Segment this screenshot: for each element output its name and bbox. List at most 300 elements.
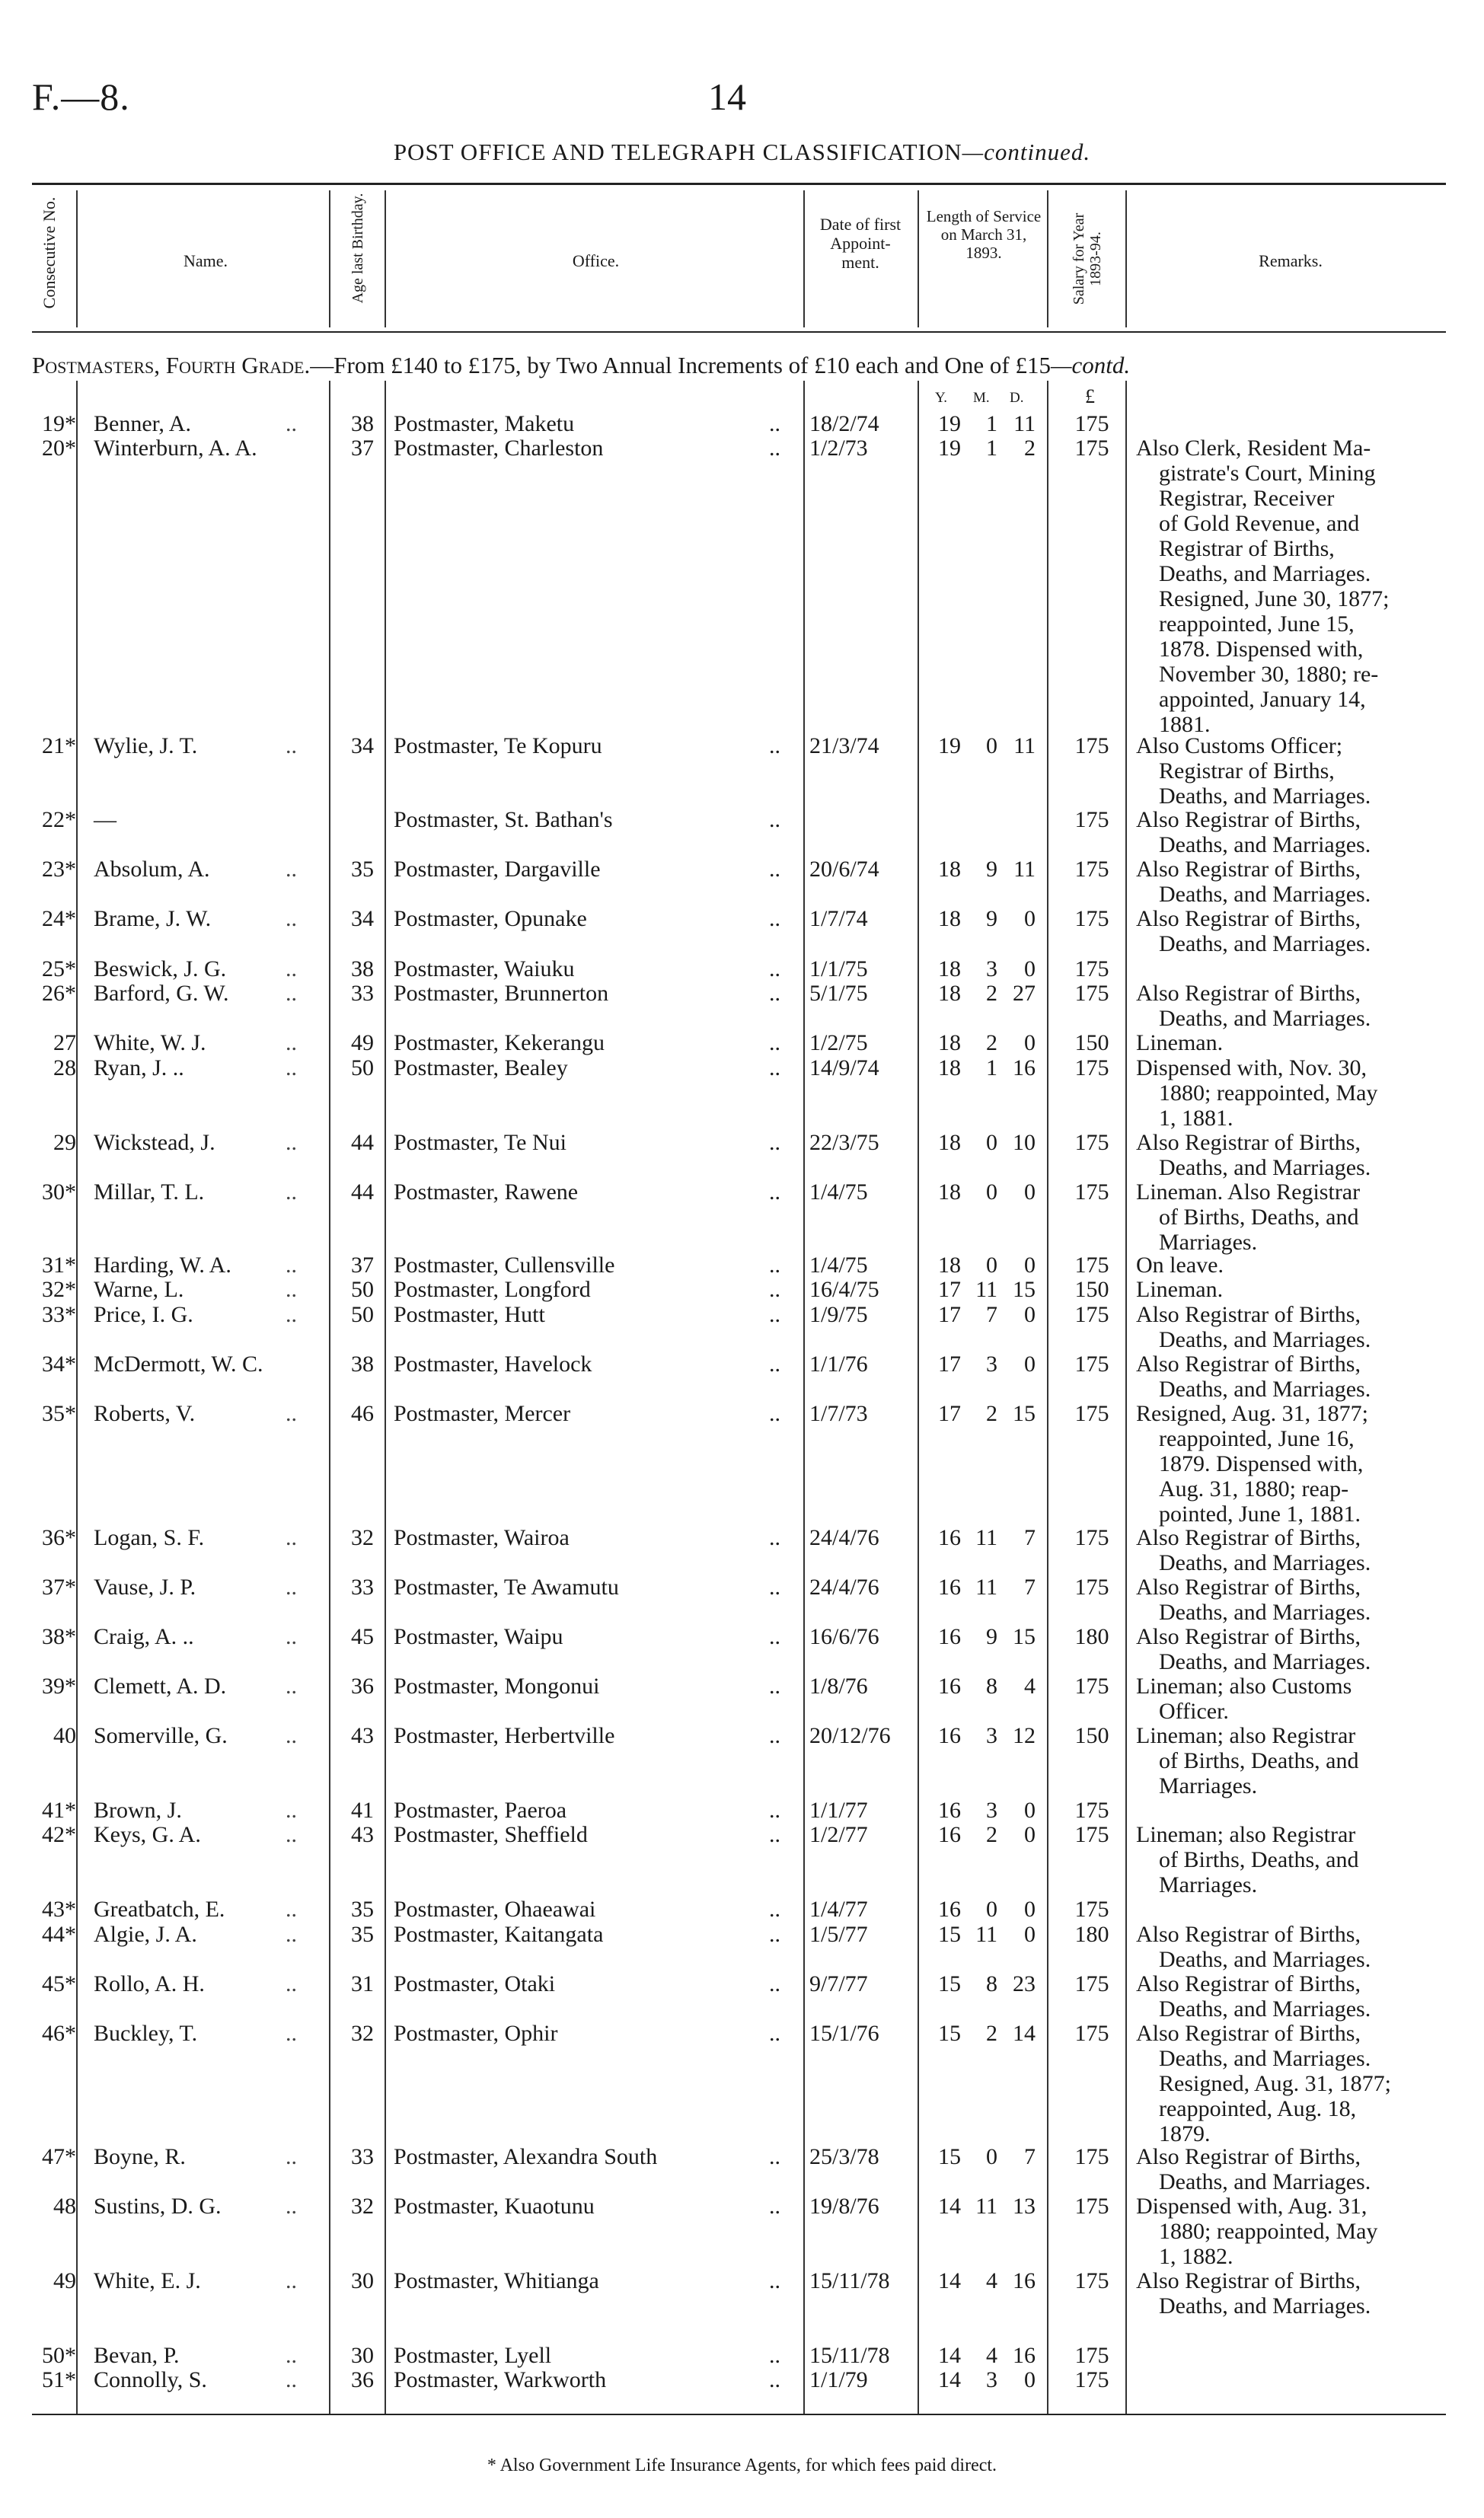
- remark-line: reappointed, June 16,: [1159, 1426, 1355, 1451]
- row-office: Postmaster, Ophir: [394, 2021, 558, 2046]
- leader-dots: ..: [769, 1525, 780, 1550]
- row-service-years: 16: [938, 1525, 961, 1550]
- row-service-days: 0: [1024, 1922, 1036, 1947]
- row-age: 38: [351, 1352, 374, 1377]
- row-name: Somerville, G.: [94, 1723, 228, 1748]
- row-appointment-date: 1/5/77: [809, 1922, 868, 1947]
- row-service-months: 2: [986, 1822, 997, 1847]
- row-office: Postmaster, Brunnerton: [394, 981, 609, 1006]
- row-service-years: 15: [938, 1922, 961, 1947]
- leader-dots: ..: [769, 1575, 780, 1600]
- remark-line: Lineman. Also Registrar: [1136, 1179, 1361, 1205]
- remark-line: Also Customs Officer;: [1136, 733, 1343, 758]
- row-service-days: 27: [1013, 981, 1036, 1006]
- row-service-months: 9: [986, 857, 997, 882]
- row-service-years: 15: [938, 2021, 961, 2046]
- row-remarks: [1136, 2144, 1441, 2194]
- row-appointment-date: 24/4/76: [809, 1575, 879, 1600]
- row-salary: 175: [1074, 2021, 1109, 2046]
- row-number: 31*: [42, 1253, 76, 1278]
- row-service-days: 0: [1024, 956, 1036, 981]
- unit-years: Y.: [935, 390, 948, 406]
- col-header-service: Length of Service on March 31, 1893.: [926, 207, 1042, 262]
- remark-line: Resigned, Aug. 31, 1877;: [1136, 1401, 1368, 1426]
- row-salary: 175: [1074, 2194, 1109, 2219]
- body-column-divider: [803, 381, 805, 2414]
- row-service-years: 17: [938, 1401, 961, 1426]
- row-remarks: [1136, 1822, 1441, 1897]
- row-service-days: 23: [1013, 1971, 1036, 1996]
- row-number: 44*: [42, 1922, 76, 1947]
- remark-line: of Births, Deaths, and: [1159, 1748, 1359, 1773]
- remark-line: Also Registrar of Births,: [1136, 2268, 1361, 2293]
- row-service-months: 2: [986, 1030, 997, 1055]
- row-number: 40: [53, 1723, 76, 1748]
- row-office: Postmaster, Herbertville: [394, 1723, 615, 1748]
- row-service-days: 11: [1013, 733, 1036, 758]
- row-appointment-date: 15/1/76: [809, 2021, 879, 2046]
- row-salary: 175: [1074, 1674, 1109, 1699]
- remark-line: Marriages.: [1159, 1773, 1258, 1798]
- leader-dots: ..: [769, 906, 780, 931]
- remark-line: Also Registrar of Births,: [1136, 1352, 1361, 1377]
- row-office: Postmaster, Dargaville: [394, 857, 601, 882]
- row-name: Keys, G. A.: [94, 1822, 201, 1847]
- row-office: Postmaster, Te Kopuru: [394, 733, 602, 758]
- remark-line: Deaths, and Marriages.: [1159, 2169, 1371, 2194]
- row-name: Wylie, J. T.: [94, 733, 198, 758]
- row-appointment-date: 1/7/73: [809, 1401, 868, 1426]
- remark-line: gistrate's Court, Mining: [1159, 461, 1376, 486]
- row-number: 33*: [42, 1302, 76, 1327]
- row-appointment-date: 19/8/76: [809, 2194, 879, 2219]
- row-service-days: 7: [1024, 1525, 1036, 1550]
- row-service-years: 17: [938, 1352, 961, 1377]
- row-remarks: [1136, 1525, 1441, 1575]
- row-office: Postmaster, Bealey: [394, 1055, 568, 1080]
- leader-dots: ..: [769, 2268, 780, 2293]
- row-name: Harding, W. A.: [94, 1253, 231, 1278]
- row-remarks: [1136, 1922, 1441, 1972]
- column-divider: [803, 190, 805, 327]
- remark-line: Lineman; also Customs: [1136, 1674, 1352, 1699]
- row-office: Postmaster, Ohaeawai: [394, 1897, 596, 1922]
- row-appointment-date: 1/8/76: [809, 1674, 868, 1699]
- row-salary: 175: [1074, 2343, 1109, 2368]
- row-service-years: 18: [938, 906, 961, 931]
- page-title: [0, 139, 1484, 166]
- row-number: 19*: [42, 411, 76, 436]
- section-heading: [32, 352, 1448, 379]
- row-name: Winterburn, A. A.: [94, 436, 257, 461]
- row-name: Craig, A. ..: [94, 1624, 194, 1649]
- row-service-days: 0: [1024, 1030, 1036, 1055]
- footnote: * Also Government Life Insurance Agents, for which fees paid direct.: [487, 2456, 997, 2475]
- row-age: 44: [351, 1130, 374, 1155]
- row-number: 30*: [42, 1179, 76, 1205]
- row-age: 33: [351, 981, 374, 1006]
- body-column-divider: [1125, 381, 1127, 2414]
- row-name: Buckley, T.: [94, 2021, 198, 2046]
- row-appointment-date: 1/1/77: [809, 1798, 868, 1823]
- remark-line: Officer.: [1159, 1699, 1229, 1724]
- row-service-months: 0: [986, 1897, 997, 1922]
- leader-dots: ..: [286, 2144, 297, 2169]
- leader-dots: ..: [286, 981, 297, 1006]
- row-remarks: [1136, 1130, 1441, 1180]
- leader-dots: ..: [769, 436, 780, 461]
- row-appointment-date: 1/4/77: [809, 1897, 868, 1922]
- row-age: 30: [351, 2268, 374, 2293]
- leader-dots: ..: [286, 1822, 297, 1847]
- row-number: 49: [53, 2268, 76, 2293]
- row-remarks: [1136, 1674, 1441, 1724]
- leader-dots: ..: [286, 1302, 297, 1327]
- remark-line: Deaths, and Marriages.: [1159, 882, 1371, 907]
- row-number: 48: [53, 2194, 76, 2219]
- row-age: 32: [351, 2021, 374, 2046]
- leader-dots: ..: [286, 1897, 297, 1922]
- row-number: 38*: [42, 1624, 76, 1649]
- row-salary: 175: [1074, 1179, 1109, 1205]
- title-main: POST OFFICE AND TELEGRAPH CLASSIFICATION: [393, 139, 962, 165]
- row-name: Algie, J. A.: [94, 1922, 197, 1947]
- leader-dots: ..: [286, 1624, 297, 1649]
- row-salary: 175: [1074, 1897, 1109, 1922]
- remark-line: Resigned, Aug. 31, 1877;: [1159, 2071, 1391, 2096]
- row-service-days: 0: [1024, 1253, 1036, 1278]
- row-number: 20*: [42, 436, 76, 461]
- remark-line: Lineman; also Registrar: [1136, 1723, 1356, 1748]
- row-appointment-date: 16/4/75: [809, 1277, 879, 1302]
- leader-dots: ..: [769, 1179, 780, 1205]
- row-age: 41: [351, 1798, 374, 1823]
- remark-line: Marriages.: [1159, 1872, 1258, 1897]
- row-service-months: 3: [986, 1352, 997, 1377]
- col-header-consecutive: Consecutive No.: [40, 196, 59, 309]
- leader-dots: ..: [769, 1253, 780, 1278]
- row-office: Postmaster, Rawene: [394, 1179, 579, 1205]
- row-service-months: 11: [975, 1575, 997, 1600]
- row-service-years: 16: [938, 1674, 961, 1699]
- body-column-divider: [329, 381, 330, 2414]
- remark-line: 1, 1882.: [1159, 2244, 1233, 2269]
- row-salary: 175: [1074, 1971, 1109, 1996]
- row-name: Brame, J. W.: [94, 906, 212, 931]
- row-service-months: 3: [986, 1723, 997, 1748]
- remark-line: Deaths, and Marriages.: [1159, 1327, 1371, 1352]
- remark-line: reappointed, Aug. 18,: [1159, 2096, 1357, 2121]
- column-divider: [385, 190, 386, 327]
- row-service-years: 18: [938, 1030, 961, 1055]
- row-number: 29: [53, 1130, 76, 1155]
- row-office: Postmaster, Hutt: [394, 1302, 545, 1327]
- row-remarks: [1136, 436, 1441, 737]
- row-age: 35: [351, 1922, 374, 1947]
- row-salary: 175: [1074, 1130, 1109, 1155]
- title-suffix: —continued.: [962, 139, 1091, 165]
- leader-dots: ..: [286, 1401, 297, 1426]
- row-remarks: [1136, 1302, 1441, 1352]
- remark-line: 1880; reappointed, May: [1159, 1080, 1378, 1106]
- row-name: White, E. J.: [94, 2268, 201, 2293]
- remark-line: of Births, Deaths, and: [1159, 1847, 1359, 1872]
- row-service-years: 16: [938, 1575, 961, 1600]
- row-service-months: 11: [975, 1922, 997, 1947]
- row-service-days: 12: [1013, 1723, 1036, 1748]
- row-office: Postmaster, Alexandra South: [394, 2144, 658, 2169]
- row-service-months: 9: [986, 906, 997, 931]
- remark-line: Marriages.: [1159, 1230, 1258, 1255]
- row-name: Rollo, A. H.: [94, 1971, 205, 1996]
- row-age: 50: [351, 1055, 374, 1080]
- row-number: 47*: [42, 2144, 76, 2169]
- table-bottom-rule: [32, 2414, 1446, 2415]
- row-service-days: 0: [1024, 1179, 1036, 1205]
- row-age: 44: [351, 1179, 374, 1205]
- row-appointment-date: 1/1/75: [809, 956, 868, 981]
- row-appointment-date: 25/3/78: [809, 2144, 879, 2169]
- row-age: 32: [351, 2194, 374, 2219]
- row-service-years: 16: [938, 1822, 961, 1847]
- remark-line: Deaths, and Marriages.: [1159, 783, 1371, 809]
- row-office: Postmaster, Mongonui: [394, 1674, 600, 1699]
- row-age: 36: [351, 1674, 374, 1699]
- leader-dots: ..: [286, 2268, 297, 2293]
- remark-line: Deaths, and Marriages.: [1159, 1947, 1371, 1972]
- row-office: Postmaster, Cullensville: [394, 1253, 615, 1278]
- row-name: Benner, A.: [94, 411, 191, 436]
- row-remarks: [1136, 1030, 1441, 1055]
- row-service-months: 8: [986, 1674, 997, 1699]
- remark-line: Also Registrar of Births,: [1136, 906, 1361, 931]
- row-age: 37: [351, 436, 374, 461]
- remark-line: Deaths, and Marriages.: [1159, 1600, 1371, 1625]
- row-age: 38: [351, 411, 374, 436]
- row-office: Postmaster, Te Nui: [394, 1130, 566, 1155]
- row-appointment-date: 1/4/75: [809, 1253, 868, 1278]
- row-service-years: 18: [938, 1179, 961, 1205]
- row-office: Postmaster, Mercer: [394, 1401, 571, 1426]
- row-office: Postmaster, Kekerangu: [394, 1030, 605, 1055]
- row-service-days: 7: [1024, 2144, 1036, 2169]
- unit-days: D.: [1010, 390, 1024, 406]
- row-number: 42*: [42, 1822, 76, 1847]
- document-reference: F.—8.: [32, 75, 130, 118]
- row-name: White, W. J.: [94, 1030, 206, 1055]
- row-office: Postmaster, Paeroa: [394, 1798, 567, 1823]
- column-divider: [918, 190, 919, 327]
- row-remarks: [1136, 1575, 1441, 1625]
- leader-dots: ..: [286, 1525, 297, 1550]
- row-service-days: 16: [1013, 2268, 1036, 2293]
- leader-dots: ..: [769, 2367, 780, 2392]
- remark-line: Deaths, and Marriages.: [1159, 1550, 1371, 1575]
- row-appointment-date: 20/12/76: [809, 1723, 891, 1748]
- row-service-years: 17: [938, 1302, 961, 1327]
- row-salary: 175: [1074, 1525, 1109, 1550]
- row-office: Postmaster, Whitianga: [394, 2268, 599, 2293]
- row-salary: 175: [1074, 956, 1109, 981]
- row-salary: 175: [1074, 2268, 1109, 2293]
- row-appointment-date: 14/9/74: [809, 1055, 879, 1080]
- row-salary: 150: [1074, 1277, 1109, 1302]
- row-remarks: [1136, 733, 1441, 809]
- leader-dots: ..: [286, 1798, 297, 1823]
- remark-line: 1879.: [1159, 2121, 1211, 2146]
- row-service-years: 14: [938, 2194, 961, 2219]
- leader-dots: ..: [286, 906, 297, 931]
- row-service-years: 15: [938, 1971, 961, 1996]
- row-salary: 175: [1074, 807, 1109, 832]
- leader-dots: ..: [769, 1971, 780, 1996]
- row-service-years: 18: [938, 1130, 961, 1155]
- row-office: Postmaster, Warkworth: [394, 2367, 607, 2392]
- row-salary: 175: [1074, 1352, 1109, 1377]
- row-appointment-date: 21/3/74: [809, 733, 879, 758]
- row-salary: 175: [1074, 1798, 1109, 1823]
- row-service-months: 3: [986, 956, 997, 981]
- row-number: 50*: [42, 2343, 76, 2368]
- row-service-days: 10: [1013, 1130, 1036, 1155]
- row-service-days: 14: [1013, 2021, 1036, 2046]
- row-office: Postmaster, Sheffield: [394, 1822, 588, 1847]
- leader-dots: ..: [286, 1277, 297, 1302]
- remark-line: 1880; reappointed, May: [1159, 2219, 1378, 2244]
- body-column-divider: [1047, 381, 1048, 2414]
- row-appointment-date: 1/2/75: [809, 1030, 868, 1055]
- row-service-years: 16: [938, 1723, 961, 1748]
- leader-dots: ..: [286, 1723, 297, 1748]
- leader-dots: ..: [286, 1253, 297, 1278]
- col-header-age: Age last Birthday.: [349, 193, 366, 304]
- row-number: 25*: [42, 956, 76, 981]
- row-appointment-date: 15/11/78: [809, 2343, 890, 2368]
- row-appointment-date: 24/4/76: [809, 1525, 879, 1550]
- row-name: Greatbatch, E.: [94, 1897, 225, 1922]
- row-service-months: 0: [986, 2144, 997, 2169]
- row-service-days: 15: [1013, 1401, 1036, 1426]
- row-service-months: 0: [986, 1130, 997, 1155]
- row-remarks: [1136, 1401, 1441, 1527]
- row-appointment-date: 5/1/75: [809, 981, 868, 1006]
- leader-dots: ..: [769, 1352, 780, 1377]
- row-service-days: 11: [1013, 857, 1036, 882]
- remark-line: Also Registrar of Births,: [1136, 1922, 1361, 1947]
- row-office: Postmaster, Opunake: [394, 906, 587, 931]
- leader-dots: ..: [769, 2144, 780, 2169]
- row-name: Price, I. G.: [94, 1302, 193, 1327]
- row-name: McDermott, W. C.: [94, 1352, 263, 1377]
- row-service-days: 0: [1024, 1897, 1036, 1922]
- remark-line: 1, 1881.: [1159, 1106, 1233, 1131]
- row-age: 36: [351, 2367, 374, 2392]
- row-office: Postmaster, St. Bathan's: [394, 807, 613, 832]
- column-divider: [1047, 190, 1048, 327]
- leader-dots: ..: [769, 1822, 780, 1847]
- row-remarks: [1136, 1971, 1441, 2022]
- leader-dots: ..: [286, 857, 297, 882]
- row-salary: 175: [1074, 1822, 1109, 1847]
- row-service-days: 15: [1013, 1277, 1036, 1302]
- row-office: Postmaster, Otaki: [394, 1971, 556, 1996]
- leader-dots: ..: [769, 1674, 780, 1699]
- row-service-months: 9: [986, 1624, 997, 1649]
- remark-line: appointed, January 14,: [1159, 687, 1366, 712]
- remark-line: pointed, June 1, 1881.: [1159, 1502, 1361, 1527]
- row-service-years: 15: [938, 2144, 961, 2169]
- row-salary: 150: [1074, 1030, 1109, 1055]
- remark-line: Also Registrar of Births,: [1136, 1525, 1361, 1550]
- row-service-years: 14: [938, 2343, 961, 2368]
- leader-dots: ..: [769, 1030, 780, 1055]
- remark-line: November 30, 1880; re-: [1159, 662, 1379, 687]
- remark-line: On leave.: [1136, 1253, 1224, 1278]
- remark-line: Also Registrar of Births,: [1136, 1130, 1361, 1155]
- row-service-days: 4: [1024, 1674, 1036, 1699]
- row-office: Postmaster, Longford: [394, 1277, 591, 1302]
- body-column-divider: [918, 381, 919, 2414]
- remark-line: 1881.: [1159, 712, 1211, 737]
- row-number: 37*: [42, 1575, 76, 1600]
- body-column-divider: [76, 381, 78, 2414]
- row-service-months: 0: [986, 733, 997, 758]
- row-remarks: [1136, 1277, 1441, 1302]
- row-name: Connolly, S.: [94, 2367, 207, 2392]
- remark-line: of Births, Deaths, and: [1159, 1205, 1359, 1230]
- row-service-months: 3: [986, 2367, 997, 2392]
- row-name: Absolum, A.: [94, 857, 210, 882]
- row-salary: 175: [1074, 2144, 1109, 2169]
- row-remarks: [1136, 1179, 1441, 1255]
- row-salary: 175: [1074, 1302, 1109, 1327]
- row-office: Postmaster, Havelock: [394, 1352, 592, 1377]
- remark-line: Also Registrar of Births,: [1136, 2144, 1361, 2169]
- row-salary: 175: [1074, 1575, 1109, 1600]
- row-number: 34*: [42, 1352, 76, 1377]
- row-appointment-date: 18/2/74: [809, 411, 879, 436]
- row-service-months: 1: [986, 411, 997, 436]
- row-age: 35: [351, 857, 374, 882]
- column-divider: [76, 190, 78, 327]
- row-service-months: 4: [986, 2268, 997, 2293]
- row-age: 33: [351, 1575, 374, 1600]
- remark-line: Registrar of Births,: [1159, 758, 1335, 783]
- table-top-rule: [32, 183, 1446, 185]
- row-service-months: 3: [986, 1798, 997, 1823]
- leader-dots: ..: [286, 1575, 297, 1600]
- row-salary: 175: [1074, 1055, 1109, 1080]
- leader-dots: ..: [286, 1055, 297, 1080]
- row-service-days: 16: [1013, 1055, 1036, 1080]
- remark-line: Dispensed with, Nov. 30,: [1136, 1055, 1368, 1080]
- row-number: 24*: [42, 906, 76, 931]
- row-service-years: 16: [938, 1897, 961, 1922]
- row-salary: 180: [1074, 1922, 1109, 1947]
- row-number: 41*: [42, 1798, 76, 1823]
- remark-line: Also Registrar of Births,: [1136, 857, 1361, 882]
- row-service-years: 18: [938, 981, 961, 1006]
- row-service-years: 14: [938, 2367, 961, 2392]
- row-salary: 180: [1074, 1624, 1109, 1649]
- row-office: Postmaster, Lyell: [394, 2343, 552, 2368]
- row-office: Postmaster, Kaitangata: [394, 1922, 604, 1947]
- remark-line: Deaths, and Marriages.: [1159, 832, 1371, 857]
- leader-dots: ..: [769, 1277, 780, 1302]
- row-appointment-date: 15/11/78: [809, 2268, 890, 2293]
- row-service-years: 19: [938, 733, 961, 758]
- row-number: 35*: [42, 1401, 76, 1426]
